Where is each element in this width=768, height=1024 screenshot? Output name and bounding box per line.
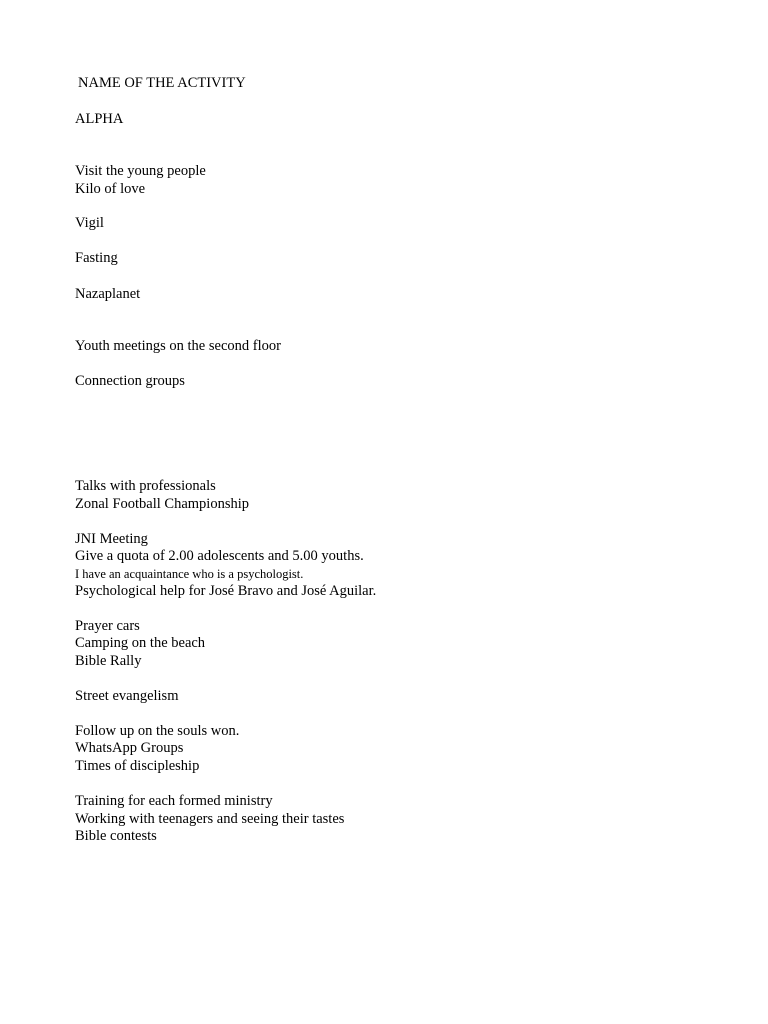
activity-line: Kilo of love — [75, 181, 146, 197]
activity-line: Training for each formed ministry — [75, 793, 273, 809]
activity-name: ALPHA — [75, 111, 124, 127]
activity-line: Connection groups — [75, 373, 185, 389]
activity-line: JNI Meeting — [75, 531, 148, 547]
activity-line: Zonal Football Championship — [75, 496, 249, 512]
activity-line: Vigil — [75, 215, 104, 231]
activity-line: Bible Rally — [75, 653, 142, 669]
activity-line: Psychological help for José Bravo and José Aguilar. — [75, 583, 377, 599]
activity-line: Give a quota of 2.00 adolescents and 5.00 youths. — [75, 548, 364, 564]
activity-line: WhatsApp Groups — [75, 740, 184, 756]
activity-line: Visit the young people — [75, 163, 206, 179]
activity-line: Times of discipleship — [75, 758, 200, 774]
activity-line: Fasting — [75, 250, 118, 266]
activity-note: I have an acquaintance who is a psychologist. — [75, 567, 304, 581]
activity-line: Nazaplanet — [75, 286, 141, 302]
activity-line: Working with teenagers and seeing their tastes — [75, 811, 345, 827]
activity-line: Camping on the beach — [75, 635, 206, 651]
activity-line: Prayer cars — [75, 618, 140, 634]
activity-line: Talks with professionals — [75, 478, 216, 494]
activity-line: Follow up on the souls won. — [75, 723, 240, 739]
activity-line: Street evangelism — [75, 688, 179, 704]
activity-heading: NAME OF THE ACTIVITY — [78, 75, 246, 91]
activity-line: Bible contests — [75, 828, 157, 844]
activity-line: Youth meetings on the second floor — [75, 338, 281, 354]
